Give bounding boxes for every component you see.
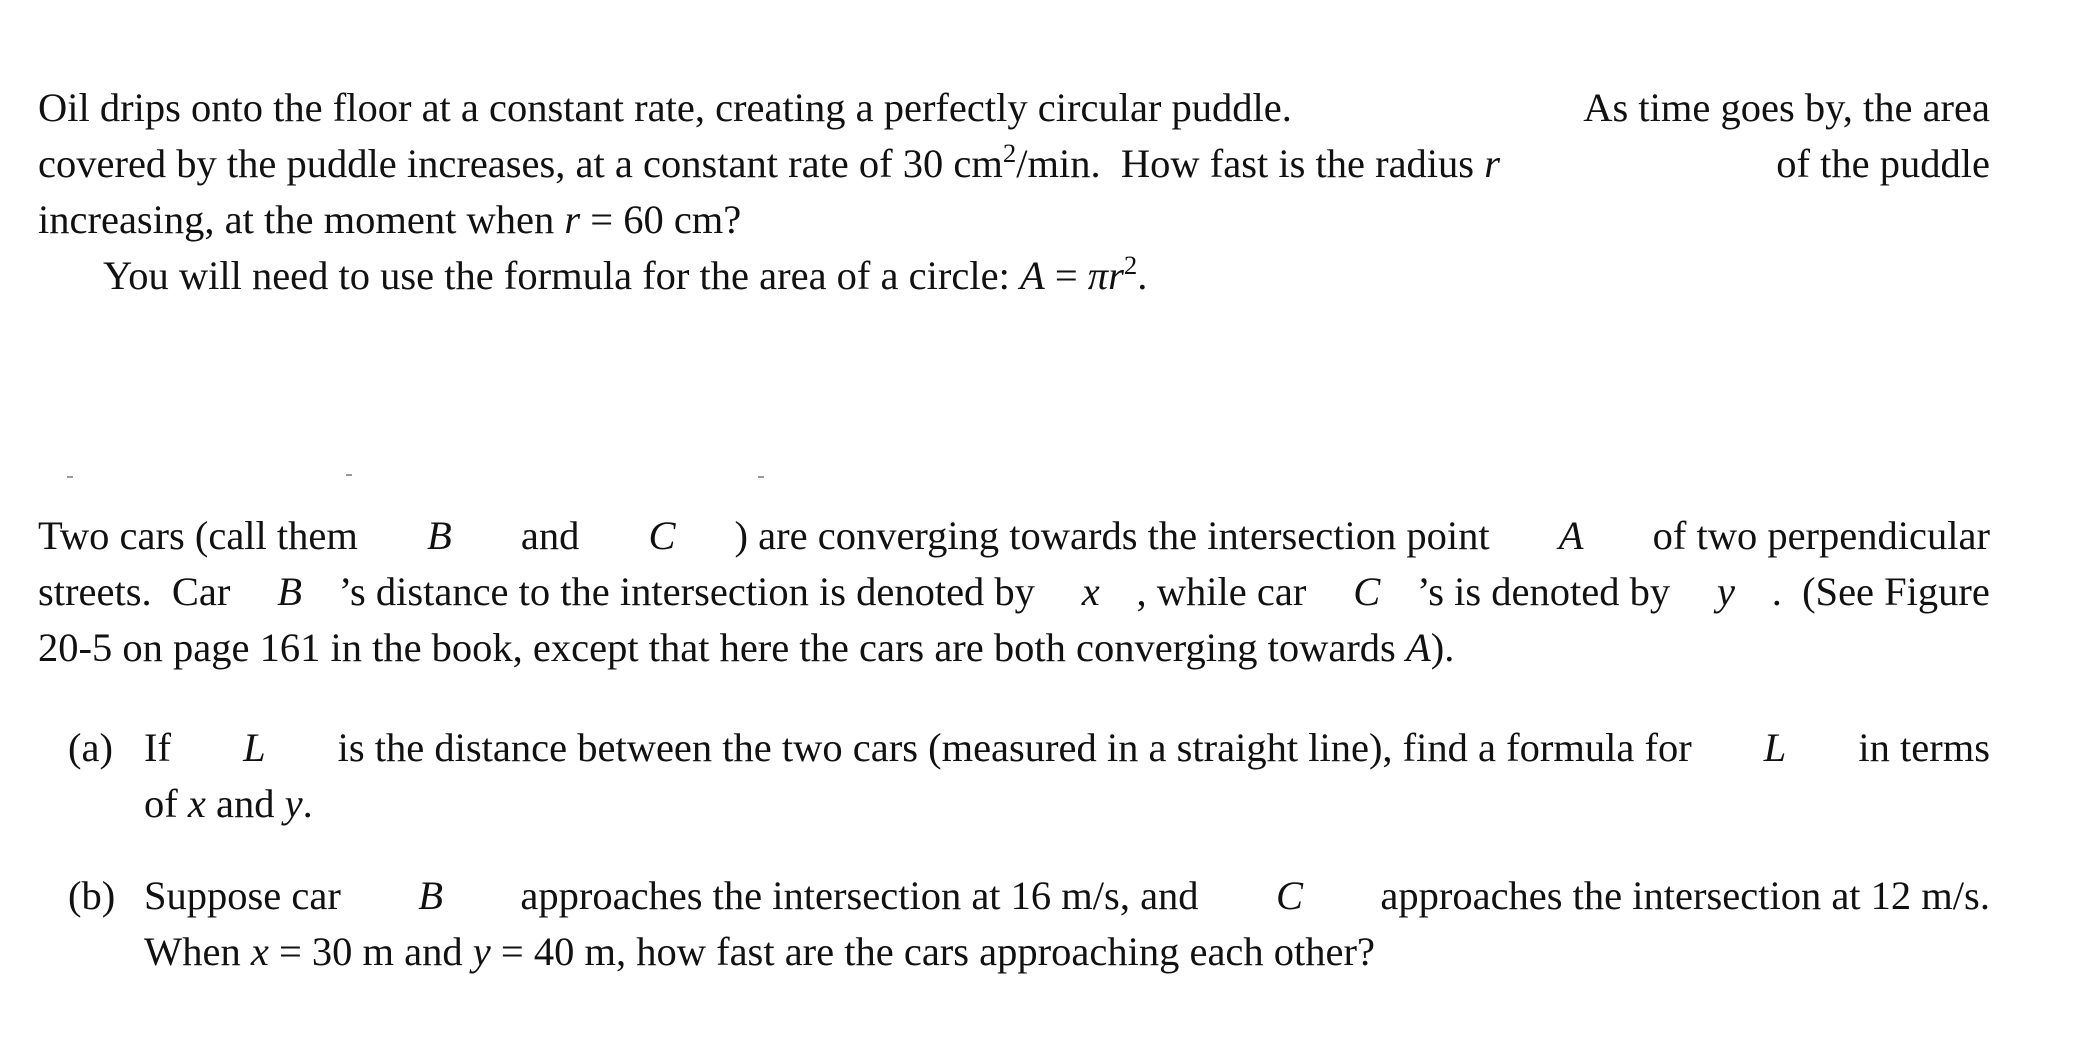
- math-var: B: [427, 513, 452, 558]
- part-a-body: [144, 720, 1990, 832]
- math-var: y: [472, 929, 491, 974]
- text: If: [144, 725, 182, 770]
- problem-2-part-a: [68, 720, 1990, 832]
- text: approaches the intersection at 12 m/s.: [1370, 873, 1990, 918]
- text: /min. How fast is the radius: [1016, 141, 1485, 186]
- problem-2-paragraph: [38, 508, 1990, 676]
- math-var: L: [243, 725, 266, 770]
- text: .: [302, 781, 313, 826]
- text: . (See Figure: [1771, 569, 1990, 614]
- math-var: y: [1716, 569, 1735, 614]
- part-b-label: (b): [68, 873, 116, 918]
- text: ’s distance to the intersection is denoted by: [338, 569, 1046, 614]
- superscript: 2: [1002, 138, 1017, 169]
- part-b-line-1: [144, 868, 1990, 924]
- text: = 40 m, how fast are the cars approaching each other?: [490, 929, 1375, 974]
- text: of the puddle: [1766, 141, 1990, 186]
- stray-mark: [346, 474, 352, 476]
- problem-1-line-2: [38, 136, 1990, 192]
- stray-mark: [67, 476, 73, 478]
- part-a-label: (a): [68, 725, 113, 770]
- text: [38, 136, 1500, 192]
- text: of: [144, 781, 188, 826]
- text: and: [510, 513, 590, 558]
- math-var: r: [1484, 141, 1500, 186]
- text: .: [1137, 253, 1148, 298]
- math-var: C: [648, 513, 676, 558]
- problem-1-paragraph: [38, 80, 1990, 304]
- math-var: A: [1558, 513, 1584, 558]
- problem-1-hint: [38, 248, 1990, 304]
- text: and: [205, 781, 285, 826]
- text: You will need to use the formula for the area of a circle:: [103, 253, 1020, 298]
- problem-1-line-1: [38, 80, 1990, 136]
- part-a-line-2: [144, 776, 1990, 832]
- math-var: y: [284, 781, 303, 826]
- math-var: x: [250, 929, 269, 974]
- math-var: L: [1763, 725, 1787, 770]
- math-var: B: [277, 569, 302, 614]
- text: covered by the puddle increases, at a constant rate of 30 cm: [38, 141, 1003, 186]
- text: approaches the intersection at 16 m/s, and: [510, 873, 1209, 918]
- text: of two perpendicular: [1642, 513, 1990, 558]
- text: is the distance between the two cars (measured in a straight line), find a formula for: [327, 725, 1702, 770]
- math-var: A: [1405, 625, 1431, 670]
- math-var: C: [1275, 873, 1303, 918]
- math-var: C: [1353, 569, 1381, 614]
- math-var: πr: [1087, 253, 1124, 298]
- text: = 30 m and: [268, 929, 473, 974]
- text: =: [1044, 253, 1088, 298]
- text: Oil drips onto the floor at a constant rate, creating a perfectly circular puddle.: [38, 85, 1292, 130]
- text: streets. Car: [38, 569, 241, 614]
- math-var: x: [1081, 569, 1100, 614]
- part-b-line-2: [144, 924, 1990, 980]
- math-var: A: [1019, 253, 1045, 298]
- text: ).: [1430, 625, 1455, 670]
- superscript: 2: [1123, 250, 1138, 281]
- text: in terms: [1848, 725, 1990, 770]
- math-var: B: [418, 873, 443, 918]
- problem-2-line-1: [38, 508, 1990, 564]
- stray-mark: [758, 476, 764, 478]
- math-var: r: [564, 197, 581, 242]
- part-a-line-1: [144, 720, 1990, 776]
- text: ’s is denoted by: [1416, 569, 1681, 614]
- text: Two cars (call them: [38, 513, 369, 558]
- math-var: x: [187, 781, 206, 826]
- text: increasing, at the moment when: [38, 197, 565, 242]
- problem-2-line-3: [38, 620, 1990, 676]
- problem-2-line-2: [38, 564, 1990, 620]
- text: = 60 cm?: [580, 197, 742, 242]
- text: Suppose car: [144, 873, 351, 918]
- text: When: [144, 929, 251, 974]
- problem-2-part-b: [68, 868, 1990, 980]
- problem-1-line-3: [38, 192, 1990, 248]
- text: , while car: [1136, 569, 1317, 614]
- text: 20-5 on page 161 in the book, except that here the cars are both converging towards: [38, 625, 1406, 670]
- text: As time goes by, the area: [1583, 85, 1990, 130]
- part-b-body: [144, 868, 1990, 980]
- text: ) are converging towards the intersection point: [734, 513, 1500, 558]
